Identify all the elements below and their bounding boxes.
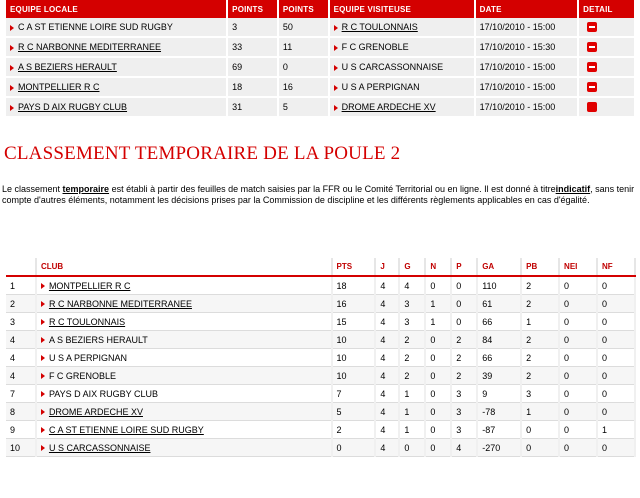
col-equipe-locale: EQUIPE LOCALE [6, 0, 227, 18]
away-team-link[interactable]: R C TOULONNAIS [341, 22, 418, 32]
stat-pb: 2 [521, 295, 559, 313]
match-date: 17/10/2010 - 15:30 [475, 37, 578, 57]
stat-p: 3 [451, 403, 477, 421]
stat-nei: 0 [559, 385, 597, 403]
triangle-right-icon [334, 85, 338, 91]
standings-row [6, 367, 635, 385]
detail-minus-icon[interactable] [587, 62, 597, 72]
stat-p: 2 [451, 349, 477, 367]
stat-ga: 61 [477, 295, 521, 313]
stat-j: 4 [375, 313, 399, 331]
detail-minus-icon[interactable] [587, 102, 597, 112]
rank: 4 [6, 349, 36, 367]
stat-j: 4 [375, 295, 399, 313]
club-link[interactable]: F C GRENOBLE [48, 370, 116, 381]
match-date: 17/10/2010 - 15:00 [475, 57, 578, 77]
stat-j: 4 [375, 385, 399, 403]
triangle-right-icon [10, 65, 14, 71]
stat-j: 4 [375, 439, 399, 457]
club-link-cell [36, 276, 332, 295]
stat-pb: 2 [521, 367, 559, 385]
club-link[interactable]: U S CARCASSONNAISE [48, 442, 151, 453]
stat-p: 4 [451, 439, 477, 457]
triangle-right-icon [41, 391, 45, 397]
match-row [6, 18, 635, 37]
col-pts: PTS [332, 258, 376, 276]
stat-g: 2 [399, 331, 425, 349]
stat-j: 4 [375, 403, 399, 421]
stat-pb: 3 [521, 385, 559, 403]
match-row [6, 37, 635, 57]
detail-cell [578, 97, 635, 117]
stat-pts: 7 [332, 385, 376, 403]
stat-pb: 2 [521, 276, 559, 295]
col-n: N [425, 258, 451, 276]
matches-header-row [6, 0, 635, 18]
stat-n: 0 [425, 367, 451, 385]
triangle-right-icon [41, 355, 45, 361]
club-link-cell [36, 295, 332, 313]
stat-g: 3 [399, 295, 425, 313]
match-row [6, 77, 635, 97]
col-j: J [375, 258, 399, 276]
stat-ga: 66 [477, 349, 521, 367]
club-link-cell [36, 331, 332, 349]
club-link-cell [36, 439, 332, 457]
stat-ga: 39 [477, 367, 521, 385]
detail-cell [578, 37, 635, 57]
stat-nf: 0 [597, 295, 635, 313]
stat-g: 4 [399, 276, 425, 295]
stat-nei: 0 [559, 439, 597, 457]
home-points: 33 [227, 37, 278, 57]
club-link[interactable]: PAYS D AIX RUGBY CLUB [48, 388, 158, 399]
stat-p: 3 [451, 385, 477, 403]
home-team-link[interactable]: C A ST ETIENNE LOIRE SUD RUGBY [18, 22, 173, 32]
standings-row [6, 385, 635, 403]
stat-p: 0 [451, 313, 477, 331]
stat-pts: 2 [332, 421, 376, 439]
stat-nei: 0 [559, 295, 597, 313]
stat-pb: 0 [521, 421, 559, 439]
club-link[interactable]: C A ST ETIENNE LOIRE SUD RUGBY [48, 424, 204, 435]
match-date: 17/10/2010 - 15:00 [475, 97, 578, 117]
col-points-away: POINTS [278, 0, 329, 18]
stat-g: 2 [399, 367, 425, 385]
stat-n: 0 [425, 403, 451, 421]
stat-nei: 0 [559, 421, 597, 439]
stat-nf: 1 [597, 421, 635, 439]
away-team-link[interactable]: F C GRENOBLE [341, 42, 409, 52]
stat-j: 4 [375, 276, 399, 295]
triangle-right-icon [41, 427, 45, 433]
home-points: 31 [227, 97, 278, 117]
triangle-right-icon [41, 445, 45, 451]
home-points: 3 [227, 18, 278, 37]
club-link[interactable]: A S BEZIERS HERAULT [48, 334, 148, 345]
home-team-link-cell [6, 18, 227, 37]
stat-pts: 5 [332, 403, 376, 421]
triangle-right-icon [334, 105, 338, 111]
away-points: 0 [278, 57, 329, 77]
home-team-link-cell [6, 77, 227, 97]
standings-row [6, 403, 635, 421]
standings-row [6, 313, 635, 331]
stat-n: 0 [425, 276, 451, 295]
stat-nei: 0 [559, 349, 597, 367]
standings-row [6, 295, 635, 313]
stat-g: 3 [399, 313, 425, 331]
stat-pts: 0 [332, 439, 376, 457]
home-team-link-cell [6, 97, 227, 117]
home-team-link-cell [6, 37, 227, 57]
col-date: DATE [475, 0, 578, 18]
match-row [6, 97, 635, 117]
stat-n: 0 [425, 331, 451, 349]
triangle-right-icon [334, 65, 338, 71]
away-points: 11 [278, 37, 329, 57]
rank: 4 [6, 331, 36, 349]
away-points: 50 [278, 18, 329, 37]
detail-cell [578, 57, 635, 77]
match-date: 17/10/2010 - 15:00 [475, 18, 578, 37]
col-points-home: POINTS [227, 0, 278, 18]
detail-cell [578, 18, 635, 37]
triangle-right-icon [10, 85, 14, 91]
rank: 7 [6, 385, 36, 403]
stat-ga: -87 [477, 421, 521, 439]
away-team-link[interactable]: U S CARCASSONNAISE [341, 62, 444, 72]
club-link-cell [36, 313, 332, 331]
stat-nei: 0 [559, 331, 597, 349]
match-row [6, 57, 635, 77]
club-link-cell [36, 385, 332, 403]
rank: 2 [6, 295, 36, 313]
stat-j: 4 [375, 367, 399, 385]
stat-ga: -78 [477, 403, 521, 421]
standings-header-row [6, 258, 635, 276]
away-team-link-cell [329, 97, 475, 117]
stat-n: 0 [425, 421, 451, 439]
col-detail: DETAIL [578, 0, 635, 18]
triangle-right-icon [41, 301, 45, 307]
club-link[interactable]: U S A PERPIGNAN [48, 352, 127, 363]
stat-p: 2 [451, 367, 477, 385]
stat-nf: 0 [597, 385, 635, 403]
stat-pb: 2 [521, 331, 559, 349]
standings-row [6, 421, 635, 439]
stat-g: 1 [399, 403, 425, 421]
club-link[interactable]: DROME ARDECHE XV [48, 406, 143, 417]
rank: 1 [6, 276, 36, 295]
triangle-right-icon [41, 409, 45, 415]
col-pb: PB [521, 258, 559, 276]
rank: 4 [6, 367, 36, 385]
stat-pts: 10 [332, 367, 376, 385]
stat-n: 1 [425, 295, 451, 313]
triangle-right-icon [41, 319, 45, 325]
col-p: P [451, 258, 477, 276]
standings-row [6, 331, 635, 349]
stat-g: 1 [399, 385, 425, 403]
stat-g: 1 [399, 421, 425, 439]
matches-body [6, 18, 635, 117]
standings-row [6, 349, 635, 367]
stat-nei: 0 [559, 313, 597, 331]
stat-j: 4 [375, 421, 399, 439]
intro-part-2: est établi à partir des feuilles de match saisies par la FFR ou le Comité Territorial ou en ligne. Il est donné à titre [109, 184, 556, 194]
stat-pts: 15 [332, 313, 376, 331]
standings-row [6, 439, 635, 457]
stat-nei: 0 [559, 276, 597, 295]
stat-p: 2 [451, 331, 477, 349]
triangle-right-icon [334, 25, 338, 31]
stat-g: 2 [399, 349, 425, 367]
stat-ga: 9 [477, 385, 521, 403]
home-points: 18 [227, 77, 278, 97]
matches-table [6, 0, 636, 118]
triangle-right-icon [10, 25, 14, 31]
away-points: 16 [278, 77, 329, 97]
stat-pts: 10 [332, 331, 376, 349]
stat-ga: 110 [477, 276, 521, 295]
triangle-right-icon [41, 283, 45, 289]
stat-nf: 0 [597, 367, 635, 385]
col-nf: NF [597, 258, 635, 276]
stat-j: 4 [375, 349, 399, 367]
stat-n: 0 [425, 439, 451, 457]
detail-minus-icon[interactable] [587, 42, 597, 52]
col-ga: GA [477, 258, 521, 276]
club-link-cell [36, 403, 332, 421]
stat-ga: 66 [477, 313, 521, 331]
stat-n: 1 [425, 313, 451, 331]
rank: 9 [6, 421, 36, 439]
triangle-right-icon [334, 45, 338, 51]
stat-pb: 1 [521, 403, 559, 421]
stat-pts: 16 [332, 295, 376, 313]
triangle-right-icon [41, 337, 45, 343]
club-link-cell [36, 367, 332, 385]
stat-n: 0 [425, 349, 451, 367]
rank: 8 [6, 403, 36, 421]
stat-nf: 0 [597, 439, 635, 457]
away-points: 5 [278, 97, 329, 117]
intro-text [2, 184, 636, 206]
rank: 3 [6, 313, 36, 331]
stat-n: 0 [425, 385, 451, 403]
triangle-right-icon [41, 373, 45, 379]
stat-nf: 0 [597, 276, 635, 295]
stat-ga: 84 [477, 331, 521, 349]
col-equipe-visiteuse: EQUIPE VISITEUSE [329, 0, 475, 18]
standings-table [6, 258, 636, 457]
stat-j: 4 [375, 331, 399, 349]
stat-nf: 0 [597, 349, 635, 367]
col-club: CLUB [36, 258, 332, 276]
col-g: G [399, 258, 425, 276]
rank: 10 [6, 439, 36, 457]
section-title: CLASSEMENT TEMPORAIRE DE LA POULE 2 [4, 143, 401, 164]
away-team-link-cell [329, 77, 475, 97]
match-date: 17/10/2010 - 15:00 [475, 77, 578, 97]
club-link-cell [36, 349, 332, 367]
stat-nei: 0 [559, 367, 597, 385]
club-link[interactable]: R C NARBONNE MEDITERRANEE [48, 298, 192, 309]
detail-cell [578, 77, 635, 97]
club-link[interactable]: R C TOULONNAIS [48, 316, 126, 327]
col-rank [6, 258, 36, 276]
away-team-link[interactable]: U S A PERPIGNAN [341, 82, 420, 92]
stat-pb: 2 [521, 349, 559, 367]
home-team-link[interactable]: A S BEZIERS HERAULT [18, 62, 117, 72]
home-team-link[interactable]: MONTPELLIER R C [18, 82, 100, 92]
stat-p: 3 [451, 421, 477, 439]
standings-row [6, 276, 635, 295]
stat-nei: 0 [559, 403, 597, 421]
triangle-right-icon [10, 45, 14, 51]
intro-word-temporaire: temporaire [62, 184, 110, 194]
home-points: 69 [227, 57, 278, 77]
intro-part-1: Le classement [2, 184, 63, 194]
home-team-link-cell [6, 57, 227, 77]
away-team-link-cell [329, 37, 475, 57]
stat-p: 0 [451, 276, 477, 295]
standings-body [6, 276, 635, 457]
stat-ga: -270 [477, 439, 521, 457]
intro-part-3: , sans tenir compte d'autres éléments, notamment les décisions prises par la Commission de discipline et les différents règlements applicables en cas d'égalité. [2, 184, 635, 205]
stat-nf: 0 [597, 403, 635, 421]
triangle-right-icon [10, 105, 14, 111]
home-team-link[interactable]: R C NARBONNE MEDITERRANEE [18, 42, 162, 52]
stat-nf: 0 [597, 313, 635, 331]
detail-minus-icon[interactable] [587, 22, 597, 32]
intro-word-indicatif: indicatif [555, 184, 591, 194]
away-team-link[interactable]: DROME ARDECHE XV [341, 102, 436, 112]
away-team-link-cell [329, 57, 475, 77]
club-link[interactable]: MONTPELLIER R C [48, 280, 131, 291]
stat-pts: 18 [332, 276, 376, 295]
col-nei: NEI [559, 258, 597, 276]
stat-pts: 10 [332, 349, 376, 367]
stat-p: 0 [451, 295, 477, 313]
stat-g: 0 [399, 439, 425, 457]
stat-pb: 1 [521, 313, 559, 331]
detail-minus-icon[interactable] [587, 82, 597, 92]
stat-nf: 0 [597, 331, 635, 349]
club-link-cell [36, 421, 332, 439]
away-team-link-cell [329, 18, 475, 37]
stat-pb: 0 [521, 439, 559, 457]
home-team-link[interactable]: PAYS D AIX RUGBY CLUB [18, 102, 128, 112]
